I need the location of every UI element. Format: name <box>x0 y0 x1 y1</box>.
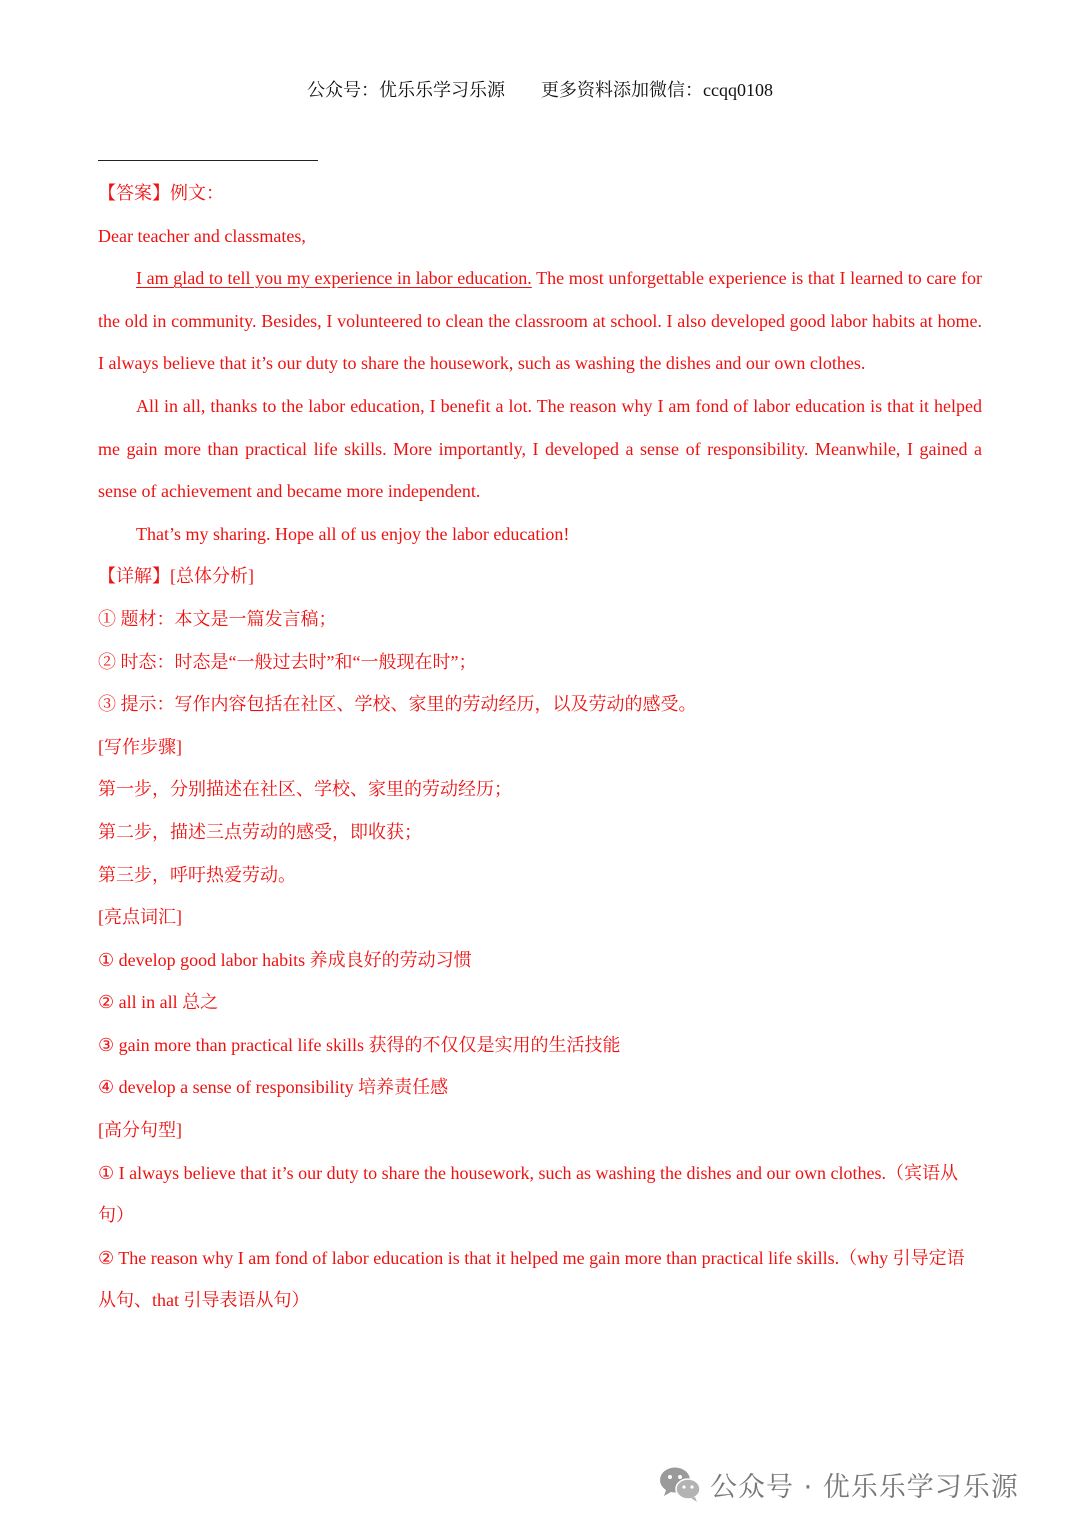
header-account: 公众号：优乐乐学习乐源 <box>307 80 505 100</box>
essay-paragraph-1 <box>98 257 982 385</box>
sentence-pattern: ① I always believe that it’s our duty to share the housework, such as washing the dishes and our own clothes.（宾语从句） <box>98 1162 958 1226</box>
essay-paragraph-3: That’s my sharing. Hope all of us enjoy the labor education! <box>136 523 570 544</box>
vocabulary-item: ③ gain more than practical life skills 获得的不仅仅是实用的生活技能 <box>98 1034 621 1055</box>
vocabulary-item: ② all in all 总之 <box>98 992 219 1013</box>
essay-greeting: Dear teacher and classmates, <box>98 225 306 246</box>
wechat-icon <box>658 1464 702 1504</box>
essay-paragraph-2: All in all, thanks to the labor education, I benefit a lot. The reason why I am fond of labor education is that it helped me gain more than practical life skills. More importantly, I developed a sense of responsibility. Meanwhile, I gained a sense of achievement and became more independent. <box>98 395 982 502</box>
overall-item: ① 题材：本文是一篇发言稿； <box>98 608 337 629</box>
sentence-patterns-heading: [高分句型] <box>98 1120 182 1141</box>
sample-essay <box>98 215 982 556</box>
overall-analysis-heading: [总体分析] <box>170 566 254 587</box>
footer-watermark <box>658 1462 1019 1506</box>
writing-step: 第三步，呼吁热爱劳动。 <box>98 864 296 885</box>
answer-label: 【答案】例文： <box>98 183 224 203</box>
writing-step: 第一步，分别描述在社区、学校、家里的劳动经历； <box>98 779 512 800</box>
vocabulary-item: ④ develop a sense of responsibility 培养责任感 <box>98 1077 449 1098</box>
essay-paragraph-1-rest: The most unforgettable experience is that I learned to care for the old in community. Besides, I volunteered to clean the classroom at school. I also developed good labor habits at home. I always believe that it’s our duty to share the housework, such as washing the dishes and our own clothes. <box>98 268 982 374</box>
overall-item: ③ 提示：写作内容包括在社区、学校、家里的劳动经历，以及劳动的感受。 <box>98 694 697 715</box>
answer-content <box>98 172 982 1322</box>
overall-item: ② 时态：时态是“一般过去时”和“一般现在时”； <box>98 651 477 672</box>
writing-steps-heading: [写作步骤] <box>98 736 182 757</box>
detail-label: 【详解】 <box>98 566 170 587</box>
page-header <box>0 76 1080 102</box>
vocabulary-item: ① develop good labor habits 养成良好的劳动习惯 <box>98 949 472 970</box>
essay-topic-sentence: I am glad to tell you my experience in labor education. <box>136 268 532 289</box>
header-wechat-contact: 更多资料添加微信：ccqq0108 <box>541 80 773 100</box>
footer-text: 公众号 · 优乐乐学习乐源 <box>710 1471 1019 1503</box>
answer-blank-line <box>98 160 318 161</box>
vocabulary-heading: [亮点词汇] <box>98 907 182 928</box>
detail-heading-line <box>98 555 982 598</box>
sentence-pattern: ② The reason why I am fond of labor education is that it helped me gain more than practical life skills.（why 引导定语从句、that 引导表语从句） <box>98 1247 965 1311</box>
writing-step: 第二步，描述三点劳动的感受，即收获； <box>98 821 422 842</box>
